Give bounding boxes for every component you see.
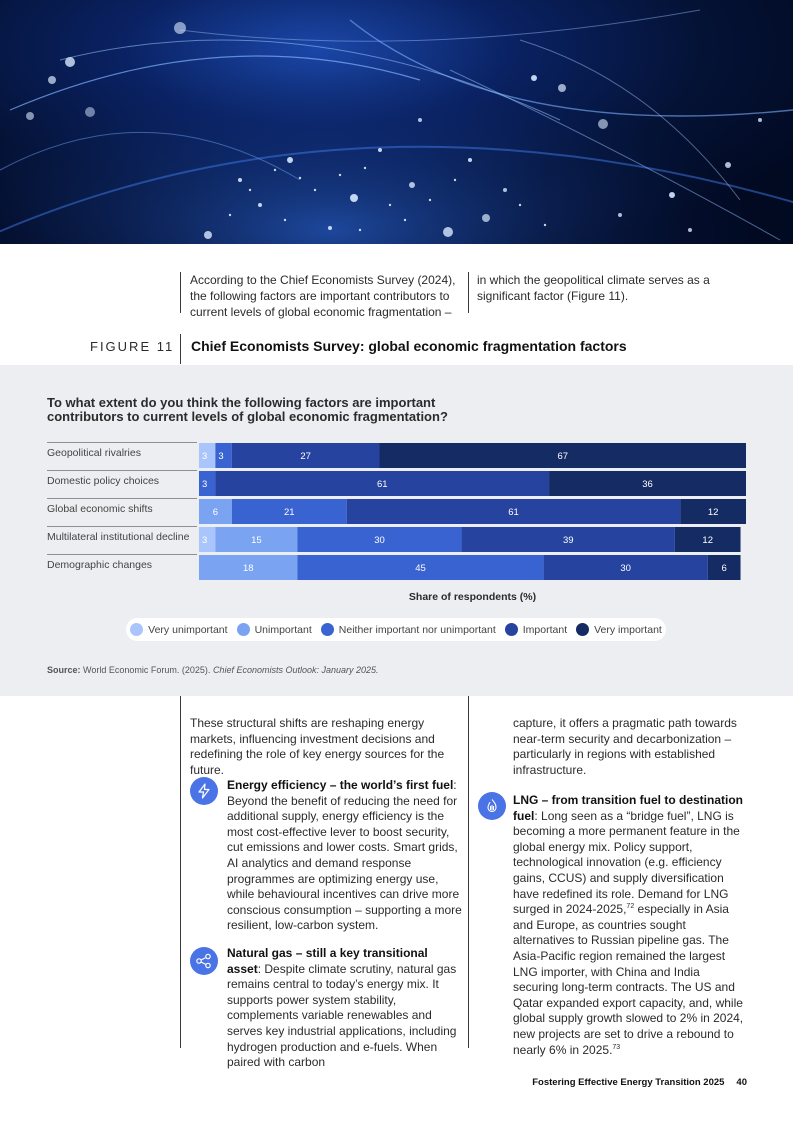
energy-efficiency-text: Beyond the benefit of reducing the need for additional supply, energy efficiency is the most cost-effective lever to boost security, cut emissions and lower costs. Smart grids, AI analytics and demand response programmes are optimizing energy use, while behavioural incentives can drive more conscious consumption – supporting a more resilient, low-carbon system. xyxy=(227,793,462,933)
bar-value-label: 12 xyxy=(702,535,713,546)
figure-panel xyxy=(0,365,793,696)
flame-icon xyxy=(478,792,506,820)
bar-value-label: 61 xyxy=(376,479,388,490)
bar-value-label: 21 xyxy=(283,507,295,518)
legend-item-neither: Neither important nor unimportant xyxy=(321,623,496,636)
figure-title: Chief Economists Survey: global economic fragmentation factors xyxy=(191,338,627,354)
row-label-global-economic-shifts: Global economic shifts xyxy=(47,498,197,526)
lightning-icon xyxy=(190,777,218,805)
bar-value-label: 12 xyxy=(707,507,719,518)
intro-column-1: According to the Chief Economists Survey (2024), the following factors are important contributors to current levels of global economic fragmentation – xyxy=(190,273,456,319)
bar-value-label: 3 xyxy=(202,535,208,546)
intro-column-2: in which the geopolitical climate serves as a significant factor (Figure 11). xyxy=(477,273,710,303)
bar-value-label: 30 xyxy=(374,535,385,546)
lng-text-b: especially in Asia and Europe, as countries sought alternatives to Russian pipeline gas. The Asia-Pacific region remained the largest LNG importer, with China and India securing long-term contracts. The US and Qatar expanded export capacity, and, while global supply growth slowed to 2% in 2024, new projects are set to drive a rebound to nearly 6% in 2025. xyxy=(513,902,744,1057)
bar-value-label: 61 xyxy=(508,507,519,518)
hero-globe-image xyxy=(0,0,793,244)
legend-item-important: Important xyxy=(505,623,567,636)
figure-label: FIGURE 11 xyxy=(90,339,175,354)
footer-title: Fostering Effective Energy Transition 2025 xyxy=(532,1077,725,1088)
legend-item-very-unimportant: Very unimportant xyxy=(130,623,227,636)
bar-value-label: 18 xyxy=(242,563,254,574)
bar-value-label: 15 xyxy=(251,535,262,546)
bar-value-label: 36 xyxy=(642,479,653,490)
legend-item-very-important: Very important xyxy=(576,623,662,636)
chart-legend xyxy=(126,618,666,641)
bar-value-label: 27 xyxy=(300,451,311,462)
lng-title: LNG – from transition fuel to destination fuel xyxy=(513,793,744,823)
reference-73: 73 xyxy=(612,1043,621,1051)
chart-question: To what extent do you think the following factors are important contributors to current levels of global economic fragmentation? xyxy=(47,395,448,424)
page-number: 40 xyxy=(736,1077,747,1088)
natural-gas-item: Natural gas – still a key transitional asset: Despite climate scrutiny, natural gas remains central to today’s energy mix. It supports power system stability, complements variable renewables and serves key industrial applications, including hydrogen production and e-fuels. When paired with carbon xyxy=(227,946,457,1070)
legend-swatch-unimportant xyxy=(237,623,250,636)
bar-value-label: 3 xyxy=(202,451,208,462)
bar-value-label: 39 xyxy=(562,535,574,546)
lng-item: LNG – from transition fuel to destination fuel: Long seen as a “bridge fuel”, LNG is becoming a more permanent feature in the global energy mix. Policy support, technological innovation (e.g. efficiency gains, CCUS) and supply diversification have redefined its role. Demand for LNG surged in 2024-2025,72 especially in Asia and Europe, as countries sought alternatives to Russian pipeline gas. The Asia-Pacific region remained the largest LNG importer, with China and India securing long-term contracts. The US and Qatar expanded export capacity, and, while global supply growth slowed to 2% in 2024, new projects are set to drive a rebound to nearly 6% in 2025.73 xyxy=(513,793,744,1057)
legend-swatch-very-important xyxy=(576,623,589,636)
page-footer xyxy=(532,1077,747,1088)
energy-efficiency-item: Energy efficiency – the world’s first fuel: Beyond the benefit of reducing the need for additional supply, energy efficiency is the most cost-effective lever to boost security, cut emissions and lower costs. Smart grids, AI analytics and demand response programmes are optimizing energy use, while behavioural incentives can drive more conscious consumption – supporting a more resilient, low-carbon system. xyxy=(227,778,462,933)
row-label-geopolitical-rivalries: Geopolitical rivalries xyxy=(47,442,197,470)
natural-gas-text: Despite climate scrutiny, natural gas remains central to today’s energy mix. It supports power system stability, complements variable renewables and serves key industrial applications, including hydrogen production and e-fuels. When paired with carbon xyxy=(227,961,457,1070)
legend-swatch-important xyxy=(505,623,518,636)
reference-72: 72 xyxy=(626,903,635,911)
row-label-domestic-policy-choices: Domestic policy choices xyxy=(47,470,197,498)
bar-value-label: 67 xyxy=(557,451,569,462)
legend-swatch-neither xyxy=(321,623,334,636)
natural-gas-title: Natural gas – still a key transitional asset xyxy=(227,946,428,976)
intro-divider-left xyxy=(180,272,181,313)
row-label-multilateral-institutional-decline: Multilateral institutional decline xyxy=(47,526,197,554)
figure-source: Source: World Economic Forum. (2025). Chief Economists Outlook: January 2025. xyxy=(47,665,379,675)
body-column-2-top: capture, it offers a pragmatic path towards near-term security and decarbonization – particularly in regions with established infrastructure. xyxy=(513,716,737,777)
legend-swatch-very-unimportant xyxy=(130,623,143,636)
bar-value-label: 45 xyxy=(415,563,426,574)
lng-text-a: Long seen as a “bridge fuel”, LNG is becoming a more permanent feature in the global energy mix. Policy support, technological innovation (e.g. efficiency gains, CCUS) and supply diversification have redefined its role. Demand for LNG surged in 2024-2025, xyxy=(513,808,740,917)
energy-efficiency-title: Energy efficiency – the world’s first fuel xyxy=(227,778,454,792)
body-divider-right xyxy=(468,696,469,1048)
x-axis-title: Share of respondents (%) xyxy=(408,591,537,603)
bar-value-label: 3 xyxy=(218,451,224,462)
bar-value-label: 30 xyxy=(620,563,631,574)
stacked-bar-chart xyxy=(0,365,793,595)
bar-value-label: 6 xyxy=(721,563,727,574)
body-divider-left xyxy=(180,696,181,1048)
bar-value-label: 3 xyxy=(202,479,208,490)
legend-item-unimportant: Unimportant xyxy=(237,623,312,636)
figure-divider xyxy=(180,334,181,364)
intro-divider-right xyxy=(468,272,469,313)
bar-value-label: 6 xyxy=(212,507,219,518)
body-intro: These structural shifts are reshaping energy markets, influencing investment decisions and redefining the role of key energy sources for the future. xyxy=(190,716,445,777)
row-label-demographic-changes: Demographic changes xyxy=(47,554,197,582)
molecule-icon xyxy=(190,947,218,975)
